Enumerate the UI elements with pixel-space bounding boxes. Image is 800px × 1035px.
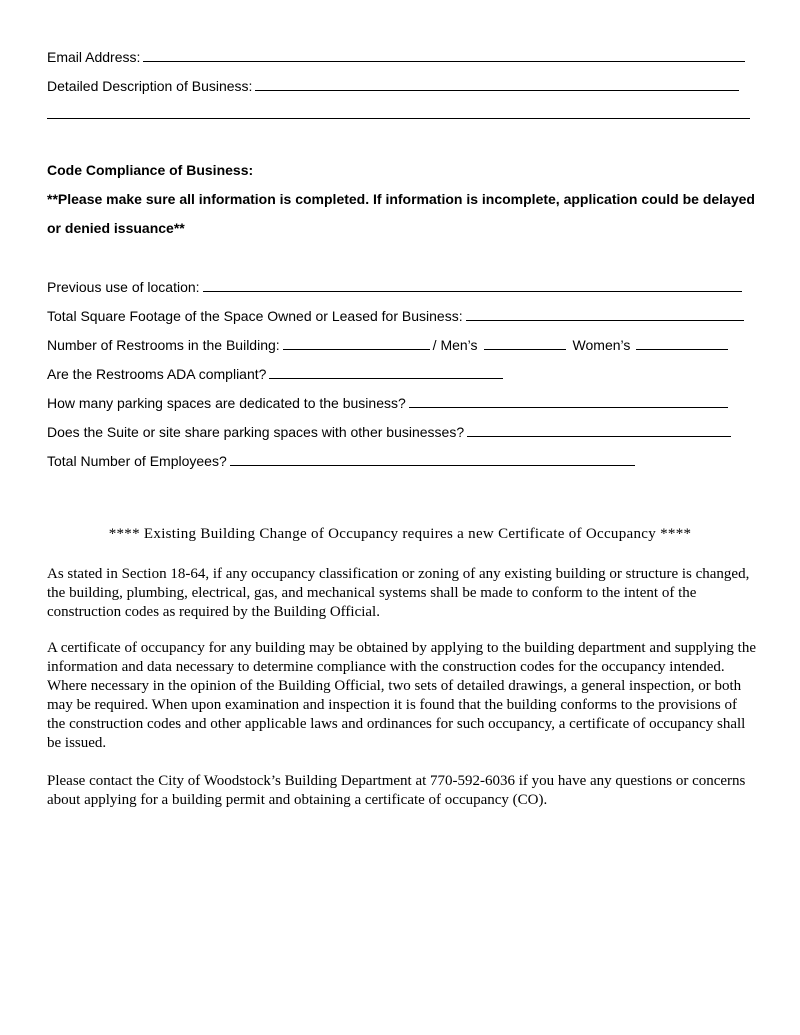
restrooms-total-input-line[interactable]	[283, 335, 430, 350]
ada-field-row	[47, 364, 503, 384]
ada-label: Are the Restrooms ADA compliant?	[47, 366, 267, 382]
square-footage-field-row	[47, 306, 744, 326]
description-label: Detailed Description of Business:	[47, 78, 253, 94]
share-parking-input-line[interactable]	[467, 422, 731, 437]
womens-label: Women’s	[572, 337, 631, 353]
previous-use-input-line[interactable]	[203, 277, 742, 292]
parking-label: How many parking spaces are dedicated to the business?	[47, 395, 406, 411]
mens-input-line[interactable]	[484, 335, 566, 350]
mens-label: / Men’s	[432, 337, 478, 353]
ada-input-line[interactable]	[269, 364, 503, 379]
compliance-warning-line1: **Please make sure all information is completed. If information is incomplete, application could be delayed	[47, 191, 755, 207]
employees-input-line[interactable]	[230, 451, 635, 466]
square-footage-input-line[interactable]	[466, 306, 744, 321]
employees-label: Total Number of Employees?	[47, 453, 227, 469]
restrooms-field-row	[47, 335, 728, 355]
employees-field-row	[47, 451, 635, 471]
description-continuation-line[interactable]	[47, 118, 750, 119]
previous-use-label: Previous use of location:	[47, 279, 200, 295]
parking-field-row	[47, 393, 728, 413]
notice-paragraph-certificate: A certificate of occupancy for any building may be obtained by applying to the building department and supplying the information and data necessary to determine compliance with the construction codes for the occupancy intended. Where necessary in the opinion of the Building Official, two sets of detailed drawings, a general inspection, or both may be required. When upon examination and inspection it is found that the building conforms to the provisions of the construction codes and other applicable laws and ordinances for such occupancy, a certificate of occupancy shall be issued.	[47, 640, 756, 751]
share-parking-label: Does the Suite or site share parking spaces with other businesses?	[47, 424, 465, 440]
restrooms-label: Number of Restrooms in the Building:	[47, 337, 280, 353]
notice-paragraph-section: As stated in Section 18-64, if any occupancy classification or zoning of any existing building or structure is changed, the building, plumbing, electrical, gas, and mechanical systems shall be made to conform to the intent of the construction codes as required by the Building Official.	[47, 566, 750, 620]
notice-paragraph-contact: Please contact the City of Woodstock’s Building Department at 770-592-6036 if you have any questions or concerns about applying for a building permit and obtaining a certificate of occupancy (CO).	[47, 773, 746, 808]
previous-use-field-row	[47, 277, 742, 297]
womens-input-line[interactable]	[636, 335, 728, 350]
email-input-line[interactable]	[143, 47, 745, 62]
description-input-line[interactable]	[255, 76, 739, 91]
square-footage-label: Total Square Footage of the Space Owned or Leased for Business:	[47, 308, 463, 324]
description-field-row	[47, 76, 739, 96]
compliance-warning-line2: or denied issuance**	[47, 220, 185, 236]
email-field-row	[47, 47, 745, 67]
occupancy-notice-banner: **** Existing Building Change of Occupancy requires a new Certificate of Occupancy ****	[108, 526, 692, 542]
parking-input-line[interactable]	[409, 393, 728, 408]
email-label: Email Address:	[47, 49, 141, 65]
compliance-heading: Code Compliance of Business:	[47, 162, 254, 178]
share-parking-field-row	[47, 422, 731, 442]
